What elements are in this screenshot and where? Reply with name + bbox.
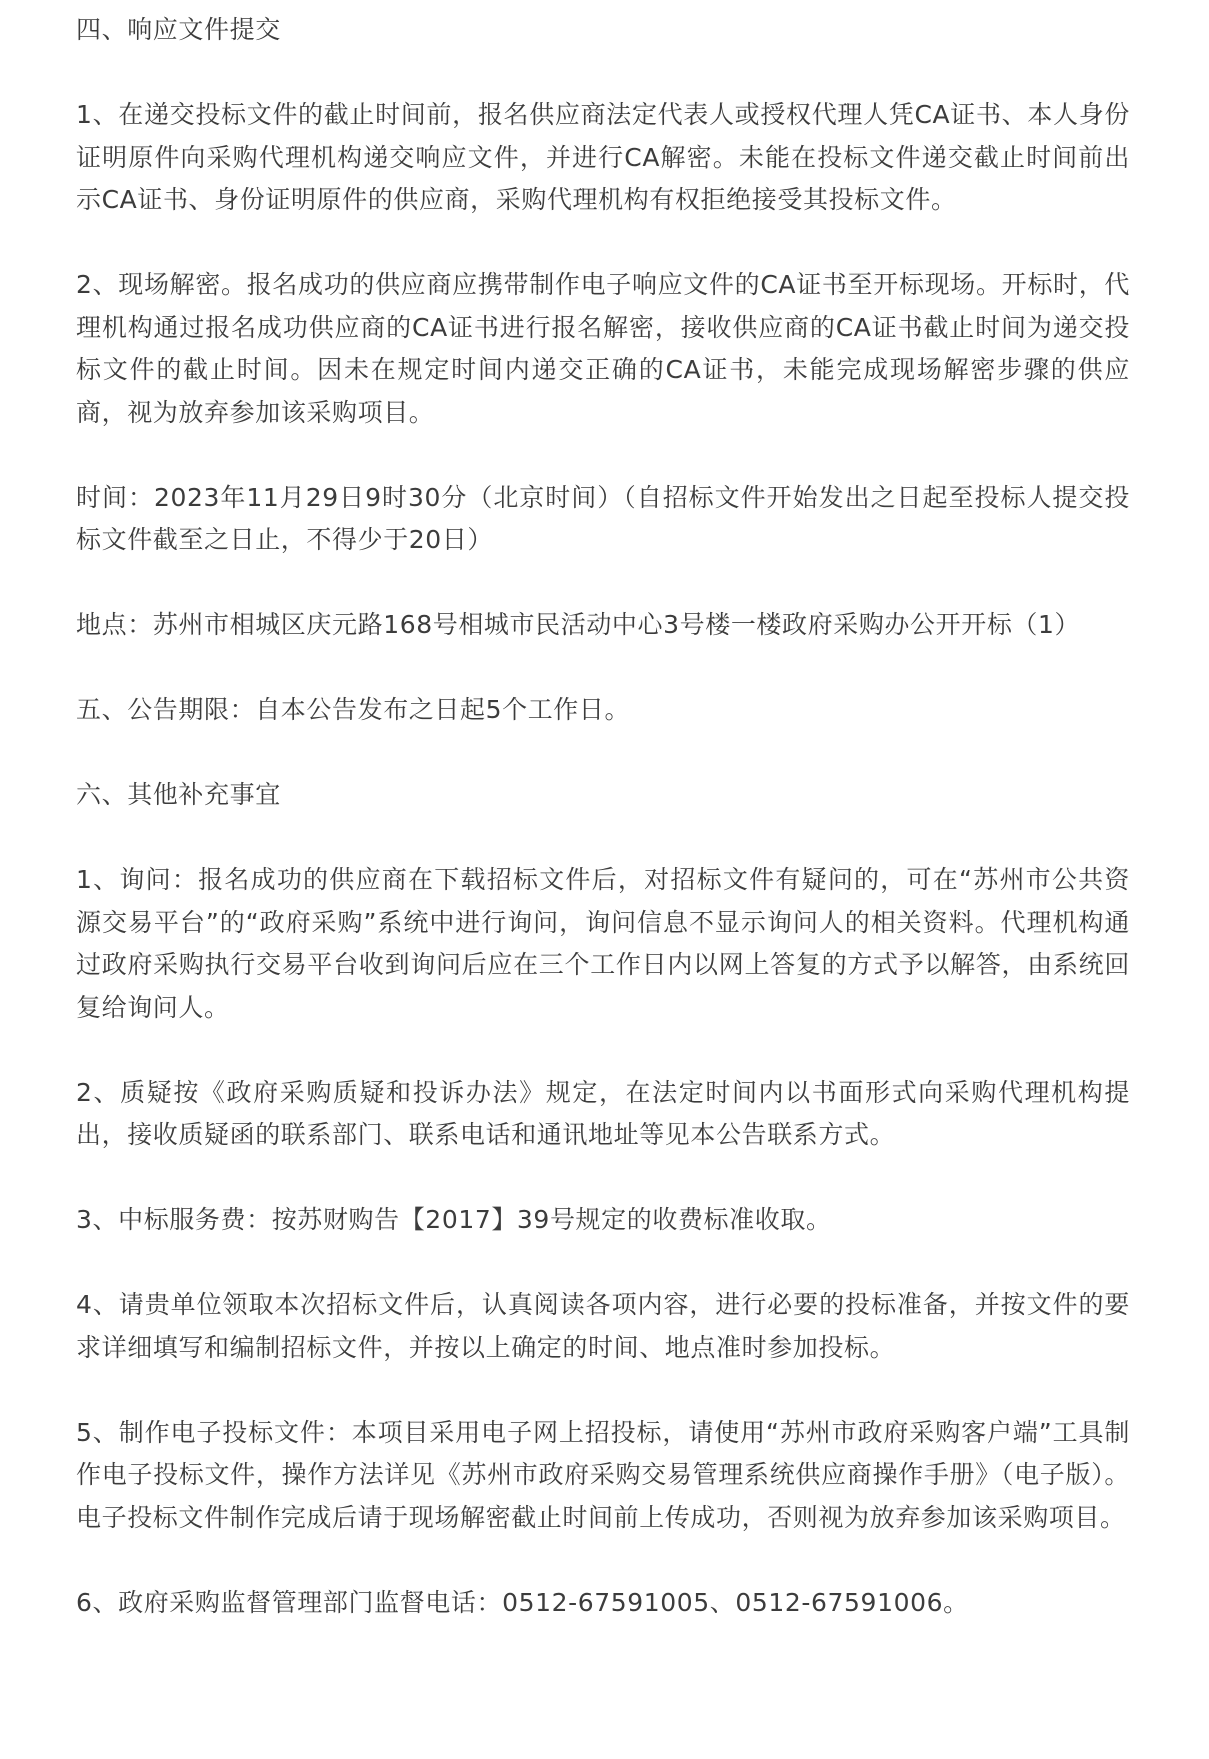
section-heading-notice-period: 五、公告期限：自本公告发布之日起5个工作日。 [76,695,631,724]
paragraph-gap [76,647,1130,690]
section-heading-response-submission: 四、响应文件提交 [76,15,281,44]
paragraph-gap [76,817,1130,860]
paragraph-supervision-phone: 6、政府采购监督管理部门监督电话：0512-67591005、0512-67591006。 [76,1587,969,1617]
paragraph-gap [76,732,1130,775]
paragraph-gap [76,434,1130,477]
paragraph-inquiry: 1、询问：报名成功的供应商在下载招标文件后，对招标文件有疑问的，可在“苏州市公共资源交易平台”的“政府采购”系统中进行询问，询问信息不显示询问人的相关资料。代理机构通过政府采购执行交易平台收到询问后应在三个工作日内以网上答复的方式予以解答，由系统回复给询问人。 [76,865,1130,1022]
paragraph-gap [76,562,1130,605]
paragraph-gap [76,1369,1130,1412]
paragraph-gap [76,1242,1130,1285]
paragraph-gap [76,1029,1130,1072]
paragraph-gap [76,1539,1130,1582]
paragraph-onsite-decryption: 2、现场解密。报名成功的供应商应携带制作电子响应文件的CA证书至开标现场。开标时，代理机构通过报名成功供应商的CA证书进行报名解密，接收供应商的CA证书截止时间为递交投标文件的截止时间。因未在规定时间内递交正确的CA证书，未能完成现场解密步骤的供应商，视为放弃参加该采购项目。 [76,270,1130,427]
paragraph-location: 地点：苏州市相城区庆元路168号相城市民活动中心3号楼一楼政府采购办公开开标（1） [76,610,1081,639]
paragraph-electronic-bid: 5、制作电子投标文件：本项目采用电子网上招投标，请使用“苏州市政府采购客户端”工具制作电子投标文件，操作方法详见《苏州市政府采购交易管理系统供应商操作手册》（电子版）。电子投标文件制作完成后请于现场解密截止时间前上传成功，否则视为放弃参加该采购项目。 [76,1417,1130,1532]
paragraph-time: 时间：2023年11月29日9时30分（北京时间）（自招标文件开始发出之日起至投标人提交投标文件截至之日止，不得少于20日） [76,482,1130,554]
paragraph-bid-preparation: 4、请贵单位领取本次招标文件后，认真阅读各项内容，进行必要的投标准备，并按文件的要求详细填写和编制招标文件，并按以上确定的时间、地点准时参加投标。 [76,1290,1130,1362]
paragraph-challenge: 2、质疑按《政府采购质疑和投诉办法》规定，在法定时间内以书面形式向采购代理机构提出，接收质疑函的联系部门、联系电话和通讯地址等见本公告联系方式。 [76,1077,1130,1149]
section-heading-other-matters: 六、其他补充事宜 [76,780,281,809]
paragraph-gap [76,1157,1130,1200]
paragraph-ca-submission: 1、在递交投标文件的截止时间前，报名供应商法定代表人或授权代理人凭CA证书、本人身份证明原件向采购代理机构递交响应文件，并进行CA解密。未能在投标文件递交截止时间前出示CA证书、身份证明原件的供应商，采购代理机构有权拒绝接受其投标文件。 [76,100,1130,214]
paragraph-gap [76,52,1130,95]
announcement-body [76,0,1130,1624]
paragraph-gap [76,222,1130,265]
paragraph-service-fee: 3、中标服务费：按苏财购告【2017】39号规定的收费标准收取。 [76,1205,832,1234]
